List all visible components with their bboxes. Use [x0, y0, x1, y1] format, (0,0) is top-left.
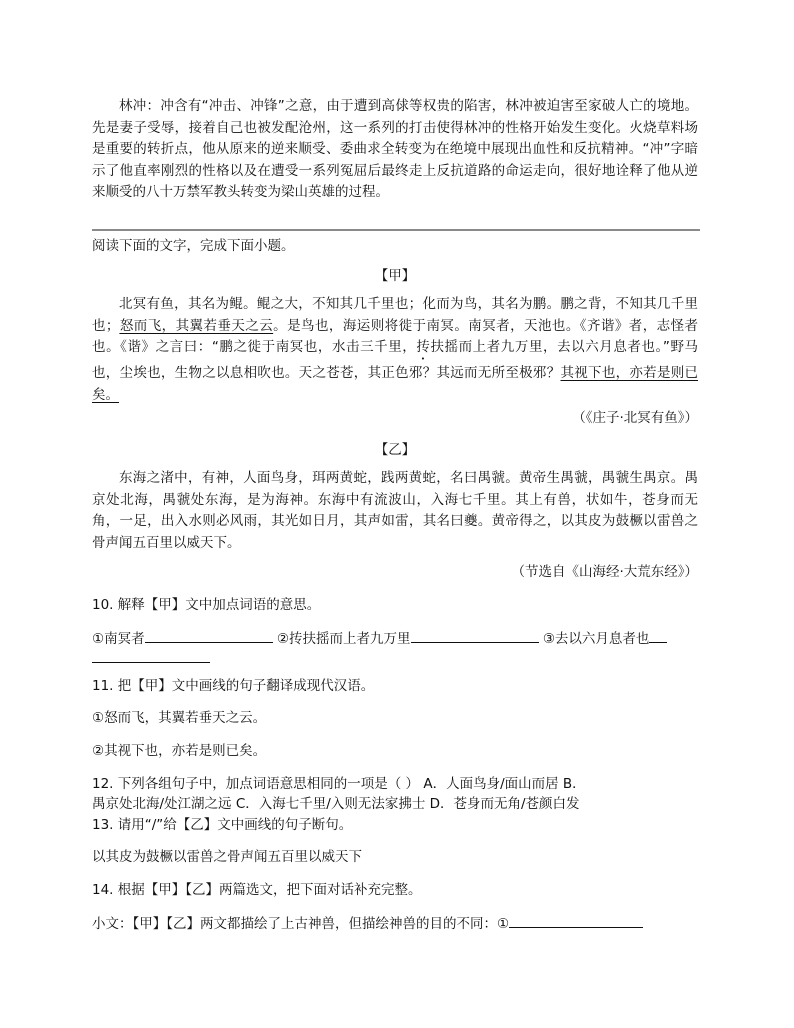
intro-paragraph: 林冲：冲含有“冲击、冲锋”之意，由于遭到高俅等权贵的陷害，林冲被迫害至家破人亡的境地。先是妻子受辱，接着自己也被发配沧州，这一系列的打击使得林冲的性格开始发生变化。火烧草料场是重要的转折点，他从原来的逆来顺受、委曲求全转变为在绝境中展现出血性和反抗精神。“冲”字暗示了他直率刚烈的性格以及在遭受一系列冤屈后最终走上反抗道路的命运走向，很好地诠释了他从逆来顺受的八十万禁军教头转变为梁山英雄的过程。	[92, 98, 698, 200]
q10-item-b: ②抟扶摇而上者九万里	[276, 631, 411, 647]
jia-text-2: 。是鸟也，海运则将徙于南冥。南冥者，天池也。《齐谐》者，志怪者也。《谐》之言曰：“鹏之徙于南冥也，水击三千里，	[92, 317, 699, 355]
q13-stem: 13. 请用“/”给【乙】文中画线的句子断句。	[92, 817, 353, 833]
q11-item-a: ①怒而飞，其翼若垂天之云。	[92, 710, 267, 726]
q10-items	[92, 628, 667, 649]
q14-blank-1[interactable]	[509, 913, 643, 928]
q10-item-a: ①南冥者	[92, 631, 145, 647]
q13-sentence: 以其皮为鼓橛以雷兽之骨声闻五百里以威天下	[92, 849, 362, 865]
q12-line-2: 禺京处北海/处江湖之远 C．入海七千里/入则无法家拂士 D．苍身而无角/苍颜白发	[92, 796, 580, 812]
q10-blank-b[interactable]	[411, 628, 539, 643]
jia-dotted-word: 抟	[416, 339, 431, 355]
jia-passage	[92, 294, 698, 406]
q14-stem: 14. 根据【甲】【乙】两篇选文，把下面对话补充完整。	[92, 882, 422, 898]
yi-heading: 【乙】	[374, 442, 416, 458]
jia-text-3: 扶摇而上者九万里，去以六月息者也。”野马也，尘埃也，生物之以息相吹也。天之苍苍，其正色邪？其远而无所至极邪？	[92, 339, 699, 381]
jia-underlined-sentence-1: 怒而飞，其翼若垂天之云	[119, 317, 274, 334]
section-divider	[92, 229, 700, 231]
reading-instruction: 阅读下面的文字，完成下面小题。	[92, 238, 295, 254]
q11-stem: 11. 把【甲】文中画线的句子翻译成现代汉语。	[92, 678, 375, 694]
q14-dialog	[92, 913, 643, 934]
q14-dialog-text: 小文：【甲】【乙】两文都描绘了上古神兽，但描绘神兽的目的不同：①	[92, 916, 510, 932]
yi-passage: 东海之渚中，有神，人面鸟身，珥两黄蛇，践两黄蛇，名曰禺虢。黄帝生禺虢，禺虢生禺京。禺京处北海，禺虢处东海，是为海神。东海中有流波山，入海七千里。其上有兽，状如牛，苍身而无角，一足，出入水则必风雨，其光如日月，其声如雷，其名曰夔。黄帝得之，以其皮为鼓橛以雷兽之骨声闻五百里以威天下。	[92, 470, 698, 551]
q10-blank-a[interactable]	[145, 628, 273, 643]
q12-line-1: 12. 下列各组句子中，加点词语意思相同的一项是（ ） A．人面鸟身/面山而居 B．	[92, 776, 586, 792]
jia-heading: 【甲】	[374, 268, 416, 284]
jia-text-1: 北冥有鱼，其名为鲲。鲲之大，不知其几千里也；化而为鸟，其名为鹏。鹏之背，不知其几千里也；	[92, 296, 698, 334]
yi-source: （节选自《山海经·大荒东经》）	[511, 564, 698, 580]
q10-item-c: ③去以六月息者也	[542, 631, 650, 647]
jia-underlined-sentence-2: 其视下也，亦若是则已矣。	[92, 365, 699, 403]
q10-stem: 10. 解释【甲】文中加点词语的意思。	[92, 597, 321, 613]
q10-blank-c-continued[interactable]	[92, 648, 210, 663]
jia-source: （《庄子·北冥有鱼》）	[572, 410, 698, 426]
q11-item-b: ②其视下也，亦若是则已矣。	[92, 743, 267, 759]
q10-blank-c[interactable]	[649, 628, 667, 643]
